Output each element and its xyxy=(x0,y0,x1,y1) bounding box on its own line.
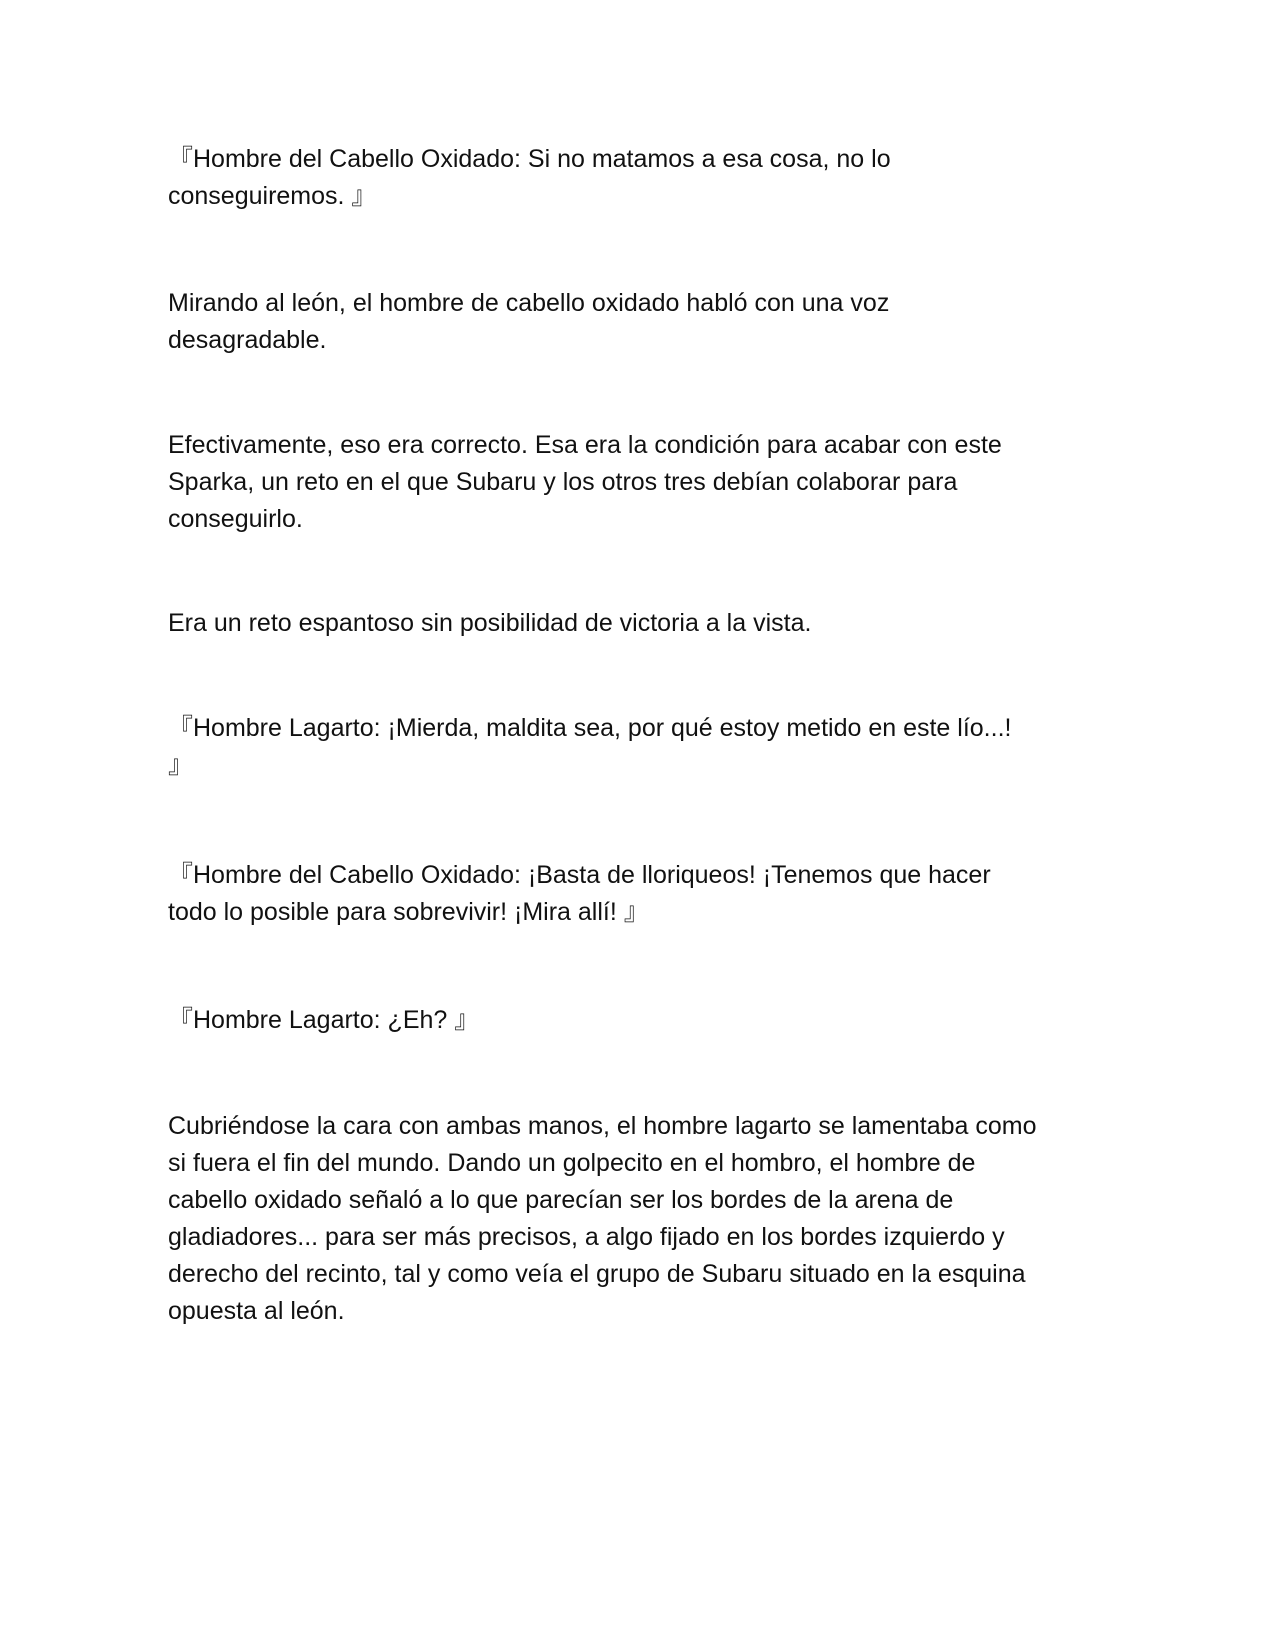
dialogue-paragraph: 『Hombre del Cabello Oxidado: Si no matamos a esa cosa, no lo conseguiremos. 』 xyxy=(168,145,891,210)
dialogue-paragraph: 『Hombre Lagarto: ¡Mierda, maldita sea, por qué estoy metido en este lío...! 』 xyxy=(168,714,1012,779)
narration-paragraph: Efectivamente, eso era correcto. Esa era la condición para acabar con este Sparka, un reto en el que Subaru y los otros tres debían colaborar para conseguirlo. xyxy=(168,431,1002,533)
narration-paragraph: Cubriéndose la cara con ambas manos, el hombre lagarto se lamentaba como si fuera el fin del mundo. Dando un golpecito en el hombro, el hombre de cabello oxidado señaló a lo que parecían ser los bordes de la arena de gladiadores... para ser más precisos, a algo fijado en los bordes izquierdo y derecho del recinto, tal y como veía el grupo de Subaru situado en la esquina opuesta al león. xyxy=(168,1112,1037,1325)
narration-paragraph: Mirando al león, el hombre de cabello oxidado habló con una voz desagradable. xyxy=(168,289,890,354)
narration-paragraph: Era un reto espantoso sin posibilidad de victoria a la vista. xyxy=(168,609,812,637)
dialogue-paragraph: 『Hombre Lagarto: ¿Eh? 』 xyxy=(168,1006,480,1034)
dialogue-paragraph: 『Hombre del Cabello Oxidado: ¡Basta de lloriqueos! ¡Tenemos que hacer todo lo posible para sobrevivir! ¡Mira allí! 』 xyxy=(168,861,991,926)
